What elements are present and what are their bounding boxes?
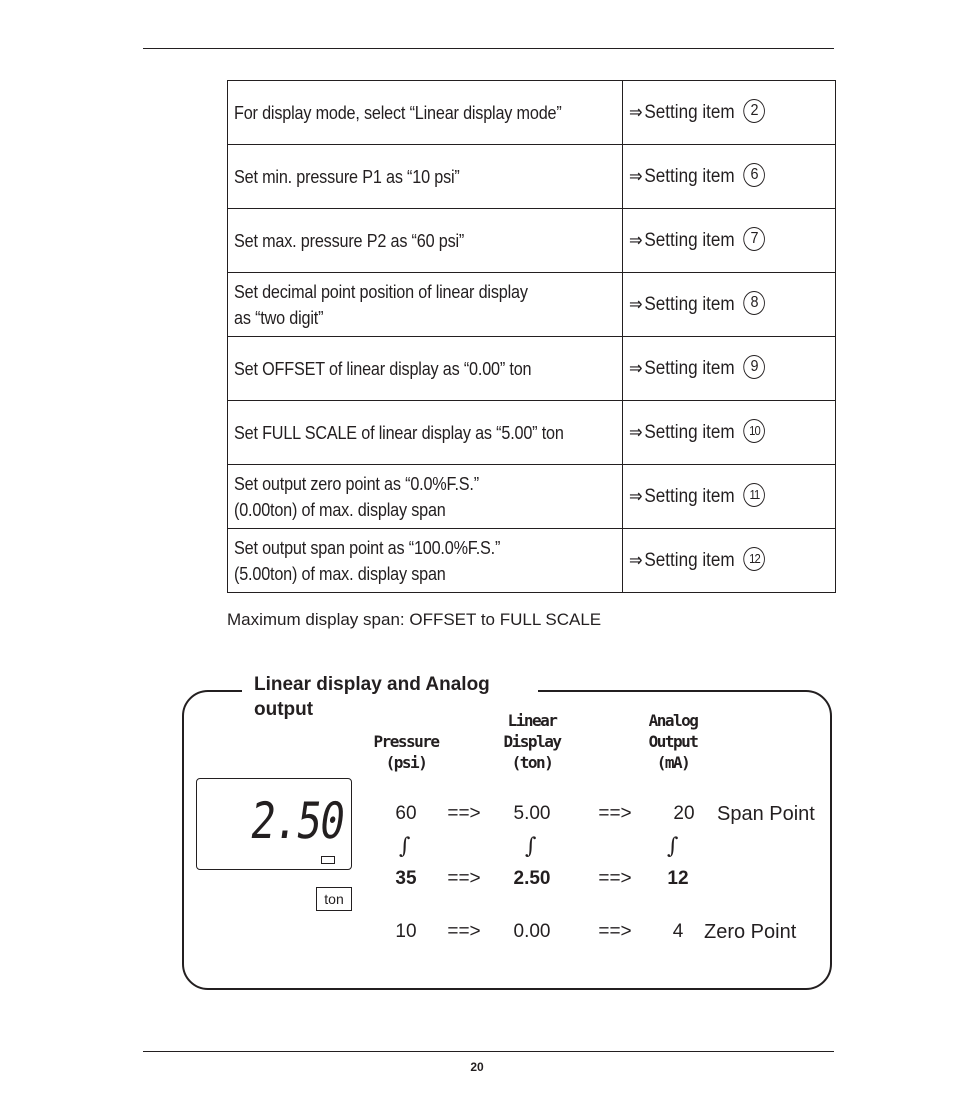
implies-arrow: ⇒ — [629, 102, 643, 122]
arrow: ==> — [447, 868, 481, 889]
row-reference — [623, 273, 836, 337]
row-reference — [623, 337, 836, 401]
implies-arrow: ⇒ — [629, 230, 643, 250]
span-linear: 5.00 — [513, 803, 551, 824]
row-description — [228, 145, 623, 209]
zero-linear: 0.00 — [513, 921, 551, 942]
setting-item-label: Setting item — [644, 422, 735, 443]
description-text: Set min. pressure P1 as “10 psi” — [234, 166, 460, 187]
table-row — [228, 529, 836, 593]
description-text: (0.00ton) of max. display span — [234, 499, 446, 520]
setting-item-label: Setting item — [644, 358, 735, 379]
lcd-indicator — [321, 856, 335, 864]
header-line: Linear — [507, 711, 557, 730]
settings-table — [227, 80, 836, 593]
header-line: (mA) — [656, 753, 690, 772]
implies-arrow: ⇒ — [629, 358, 643, 378]
diagram-title-line: Linear display and Analog — [254, 674, 490, 695]
table-row — [228, 273, 836, 337]
row-description — [228, 529, 623, 593]
arrow: ==> — [447, 803, 481, 824]
pressure-column-header — [366, 731, 446, 773]
setting-item-label: Setting item — [644, 166, 735, 187]
header-line: (ton) — [511, 753, 553, 772]
footer-rule — [143, 1051, 834, 1052]
row-reference — [623, 529, 836, 593]
setting-item-label: Setting item — [644, 486, 735, 507]
description-text: Set FULL SCALE of linear display as “5.00” ton — [234, 422, 564, 443]
linear-column-header — [492, 710, 572, 773]
lcd-display — [196, 778, 352, 870]
implies-arrow: ⇒ — [629, 486, 643, 506]
circled-item-number: 6 — [744, 163, 766, 187]
header-line: Output — [648, 732, 698, 751]
table-row — [228, 465, 836, 529]
row-reference — [623, 81, 836, 145]
header-rule — [143, 48, 834, 49]
implies-arrow: ⇒ — [629, 294, 643, 314]
table-row — [228, 337, 836, 401]
row-description — [228, 81, 623, 145]
circled-item-number: 12 — [744, 547, 766, 571]
row-reference — [623, 401, 836, 465]
row-description — [228, 273, 623, 337]
zero-pressure: 10 — [395, 921, 417, 942]
description-text: Set output span point as “100.0%F.S.” — [234, 537, 501, 558]
circled-item-number: 10 — [744, 419, 766, 443]
description-text: Set OFFSET of linear display as “0.00” ton — [234, 358, 532, 379]
setting-item-label: Setting item — [644, 230, 735, 251]
setting-item-label: Setting item — [644, 550, 735, 571]
circled-item-number: 11 — [744, 483, 766, 507]
span-note: Maximum display span: OFFSET to FULL SCALE — [227, 610, 602, 629]
unit-label: ton — [316, 887, 352, 911]
setting-item-label: Setting item — [644, 102, 735, 123]
table-row — [228, 81, 836, 145]
implies-arrow: ⇒ — [629, 166, 643, 186]
row-description — [228, 465, 623, 529]
implies-arrow: ⇒ — [629, 422, 643, 442]
table-row — [228, 401, 836, 465]
mid-analog: 12 — [667, 868, 689, 889]
description-text: Set max. pressure P2 as “60 psi” — [234, 230, 465, 251]
header-line: Pressure — [373, 732, 439, 751]
row-reference — [623, 145, 836, 209]
range-symbol: ∫ — [667, 834, 679, 859]
analog-column-header — [633, 710, 713, 773]
arrow: ==> — [598, 868, 632, 889]
row-reference — [623, 209, 836, 273]
zero-point-label: Zero Point — [704, 921, 797, 943]
setting-item-label: Setting item — [644, 294, 735, 315]
header-line: Display — [503, 732, 561, 751]
arrow: ==> — [598, 921, 632, 942]
lcd-readout: 2.50 — [246, 792, 348, 850]
description-text: Set output zero point as “0.0%F.S.” — [234, 473, 479, 494]
description-text: as “two digit” — [234, 307, 324, 328]
header-line: (psi) — [385, 753, 427, 772]
diagram-title-line: output — [254, 699, 314, 720]
header-line: Analog — [648, 711, 698, 730]
table-row — [228, 145, 836, 209]
arrow: ==> — [598, 803, 632, 824]
range-symbol: ∫ — [399, 834, 411, 859]
span-point-label: Span Point — [717, 803, 815, 825]
row-description — [228, 401, 623, 465]
circled-item-number: 9 — [744, 355, 766, 379]
arrow: ==> — [447, 921, 481, 942]
range-symbol: ∫ — [525, 834, 537, 859]
mid-linear: 2.50 — [513, 868, 551, 889]
zero-analog: 4 — [672, 921, 684, 942]
description-text: Set decimal point position of linear display — [234, 281, 528, 302]
span-pressure: 60 — [395, 803, 417, 824]
circled-item-number: 8 — [744, 291, 766, 315]
implies-arrow: ⇒ — [629, 550, 643, 570]
description-text: For display mode, select “Linear display mode” — [234, 102, 562, 123]
page-number: 20 — [470, 1060, 484, 1074]
table-row — [228, 209, 836, 273]
row-reference — [623, 465, 836, 529]
mid-pressure: 35 — [395, 868, 417, 889]
circled-item-number: 7 — [744, 227, 766, 251]
span-analog: 20 — [673, 803, 695, 824]
circled-item-number: 2 — [744, 99, 766, 123]
description-text: (5.00ton) of max. display span — [234, 563, 446, 584]
row-description — [228, 209, 623, 273]
row-description — [228, 337, 623, 401]
